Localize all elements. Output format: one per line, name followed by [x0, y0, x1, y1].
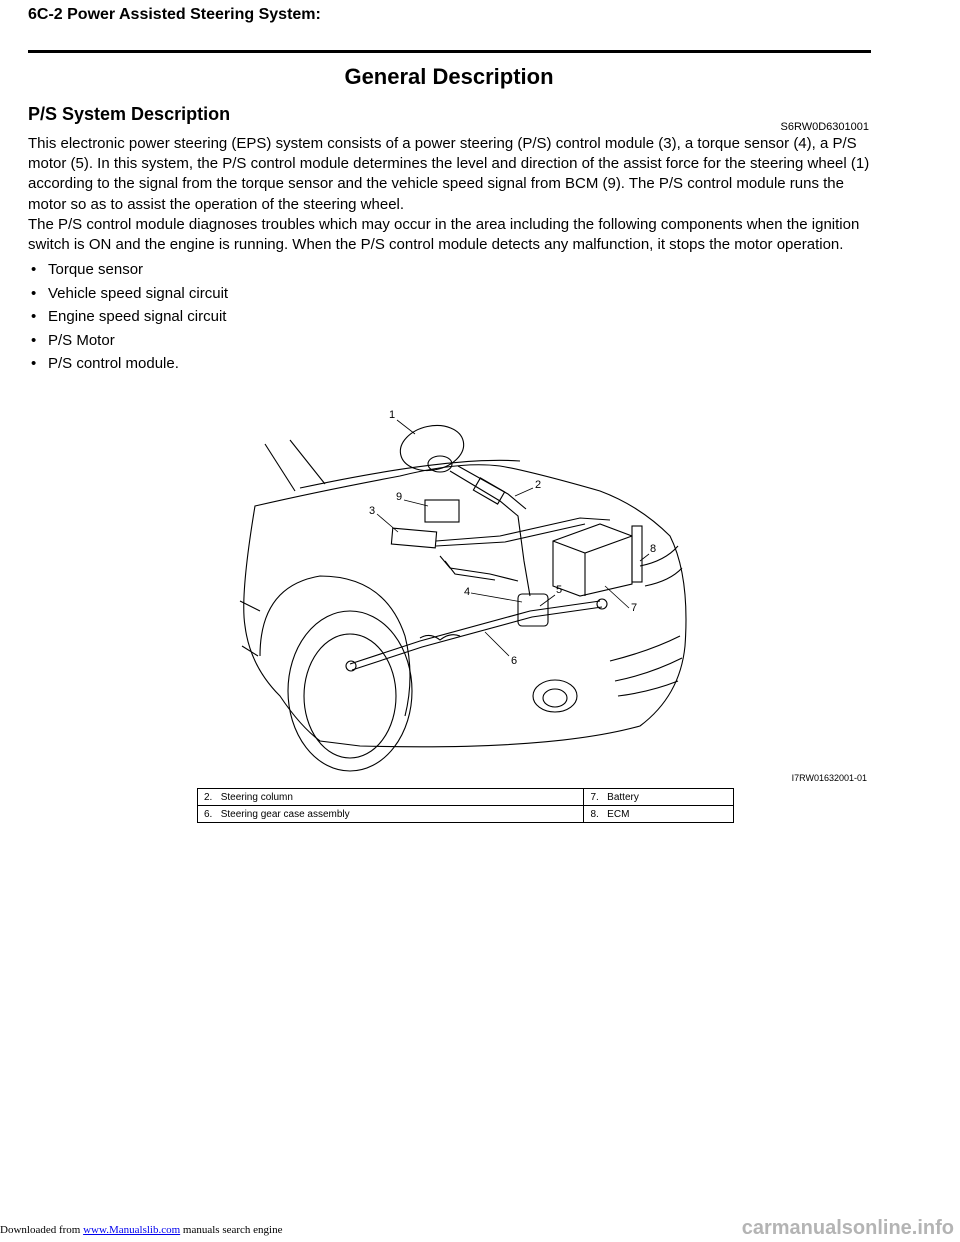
page-header: 6C-2 Power Assisted Steering System:	[28, 6, 321, 23]
legend-table	[197, 788, 734, 823]
bullet-icon: •	[31, 355, 37, 373]
list-item: • P/S Motor	[28, 331, 873, 355]
battery-top	[553, 536, 632, 553]
body-text	[28, 134, 873, 378]
table-row: 2. Steering column 7. Battery	[198, 789, 734, 806]
leader-line	[377, 514, 398, 532]
wheel-arch	[260, 576, 410, 716]
wire-harness	[436, 524, 585, 546]
leader-line	[397, 420, 415, 434]
leader-line	[471, 593, 522, 602]
callout-3: 3	[369, 505, 376, 517]
callout-1: 1	[389, 409, 396, 421]
figure-code: I7RW01632001-01	[791, 773, 867, 783]
component-list	[28, 260, 873, 378]
leader-line	[404, 500, 428, 506]
grille-line	[615, 658, 682, 681]
headlamp-line	[640, 546, 678, 566]
ecm-box	[632, 526, 642, 582]
watermark: carmanualsonline.info	[741, 1217, 954, 1239]
download-footer: Downloaded from www.Manualslib.com manuals search engine	[0, 1224, 283, 1236]
steering-column	[458, 466, 526, 509]
bullet-icon: •	[31, 331, 37, 349]
callout-5: 5	[556, 584, 563, 596]
tie-rod-end	[346, 661, 356, 671]
bullet-icon: •	[31, 261, 37, 279]
list-item: • Torque sensor	[28, 260, 873, 284]
paragraph-2: The P/S control module diagnoses troubles which may occur in the area including the following components when the ignition switch is ON and the engine is running. When the P/S control module detects any malfunction, it stops the motor operation.	[28, 215, 860, 254]
section-code: S6RW0D6301001	[780, 121, 869, 133]
callout-4: 4	[464, 586, 471, 598]
steering-rack	[352, 607, 602, 670]
bullet-icon: •	[31, 284, 37, 302]
car-body-outline	[244, 465, 686, 747]
ps-control-module	[391, 528, 436, 548]
callout-7: 7	[631, 602, 638, 614]
windshield-line	[265, 444, 295, 491]
leader-line	[515, 488, 533, 496]
steering-column	[450, 471, 530, 596]
windshield-line	[290, 440, 325, 484]
leader-line	[485, 632, 509, 656]
bcm-box	[425, 500, 459, 522]
leader-line	[605, 586, 629, 608]
bullet-icon: •	[31, 308, 37, 326]
list-item: • Vehicle speed signal circuit	[28, 284, 873, 308]
eps-system-illustration	[200, 396, 700, 776]
leader-line	[640, 554, 649, 561]
grille-line	[618, 681, 678, 696]
gear-case	[518, 594, 548, 626]
table-row: 6. Steering gear case assembly 8. ECM	[198, 806, 734, 823]
callout-9: 9	[396, 491, 403, 503]
grille-line	[610, 636, 680, 661]
callout-2: 2	[535, 479, 542, 491]
section-title: P/S System Description	[28, 104, 231, 124]
manualslib-link[interactable]: www.Manualslib.com	[83, 1224, 181, 1236]
paragraph-1: This electronic power steering (EPS) system consists of a power steering (P/S) control module (3), a torque sensor (4), a P/S motor (5). In this system, the P/S control module determines the level and direction of the assist force for the steering wheel (1) according to the signal from the torque sensor and the vehicle speed signal from BCM (9). The P/S control module runs the motor so as to assist the operation of the steering wheel.	[28, 135, 870, 213]
list-item: • Engine speed signal circuit	[28, 307, 873, 331]
fog-lamp-lens	[543, 689, 567, 707]
steering-wheel-icon	[396, 420, 468, 476]
column-housing	[473, 478, 504, 504]
fender-crease	[240, 601, 260, 611]
callout-8: 8	[650, 543, 657, 555]
callout-6: 6	[511, 655, 518, 667]
list-item: • P/S control module.	[28, 354, 873, 378]
header-divider	[28, 50, 871, 53]
front-tire-inner	[304, 634, 396, 758]
page-title: General Description	[344, 64, 554, 89]
battery-box	[553, 524, 632, 596]
headlamp-line	[645, 568, 682, 586]
